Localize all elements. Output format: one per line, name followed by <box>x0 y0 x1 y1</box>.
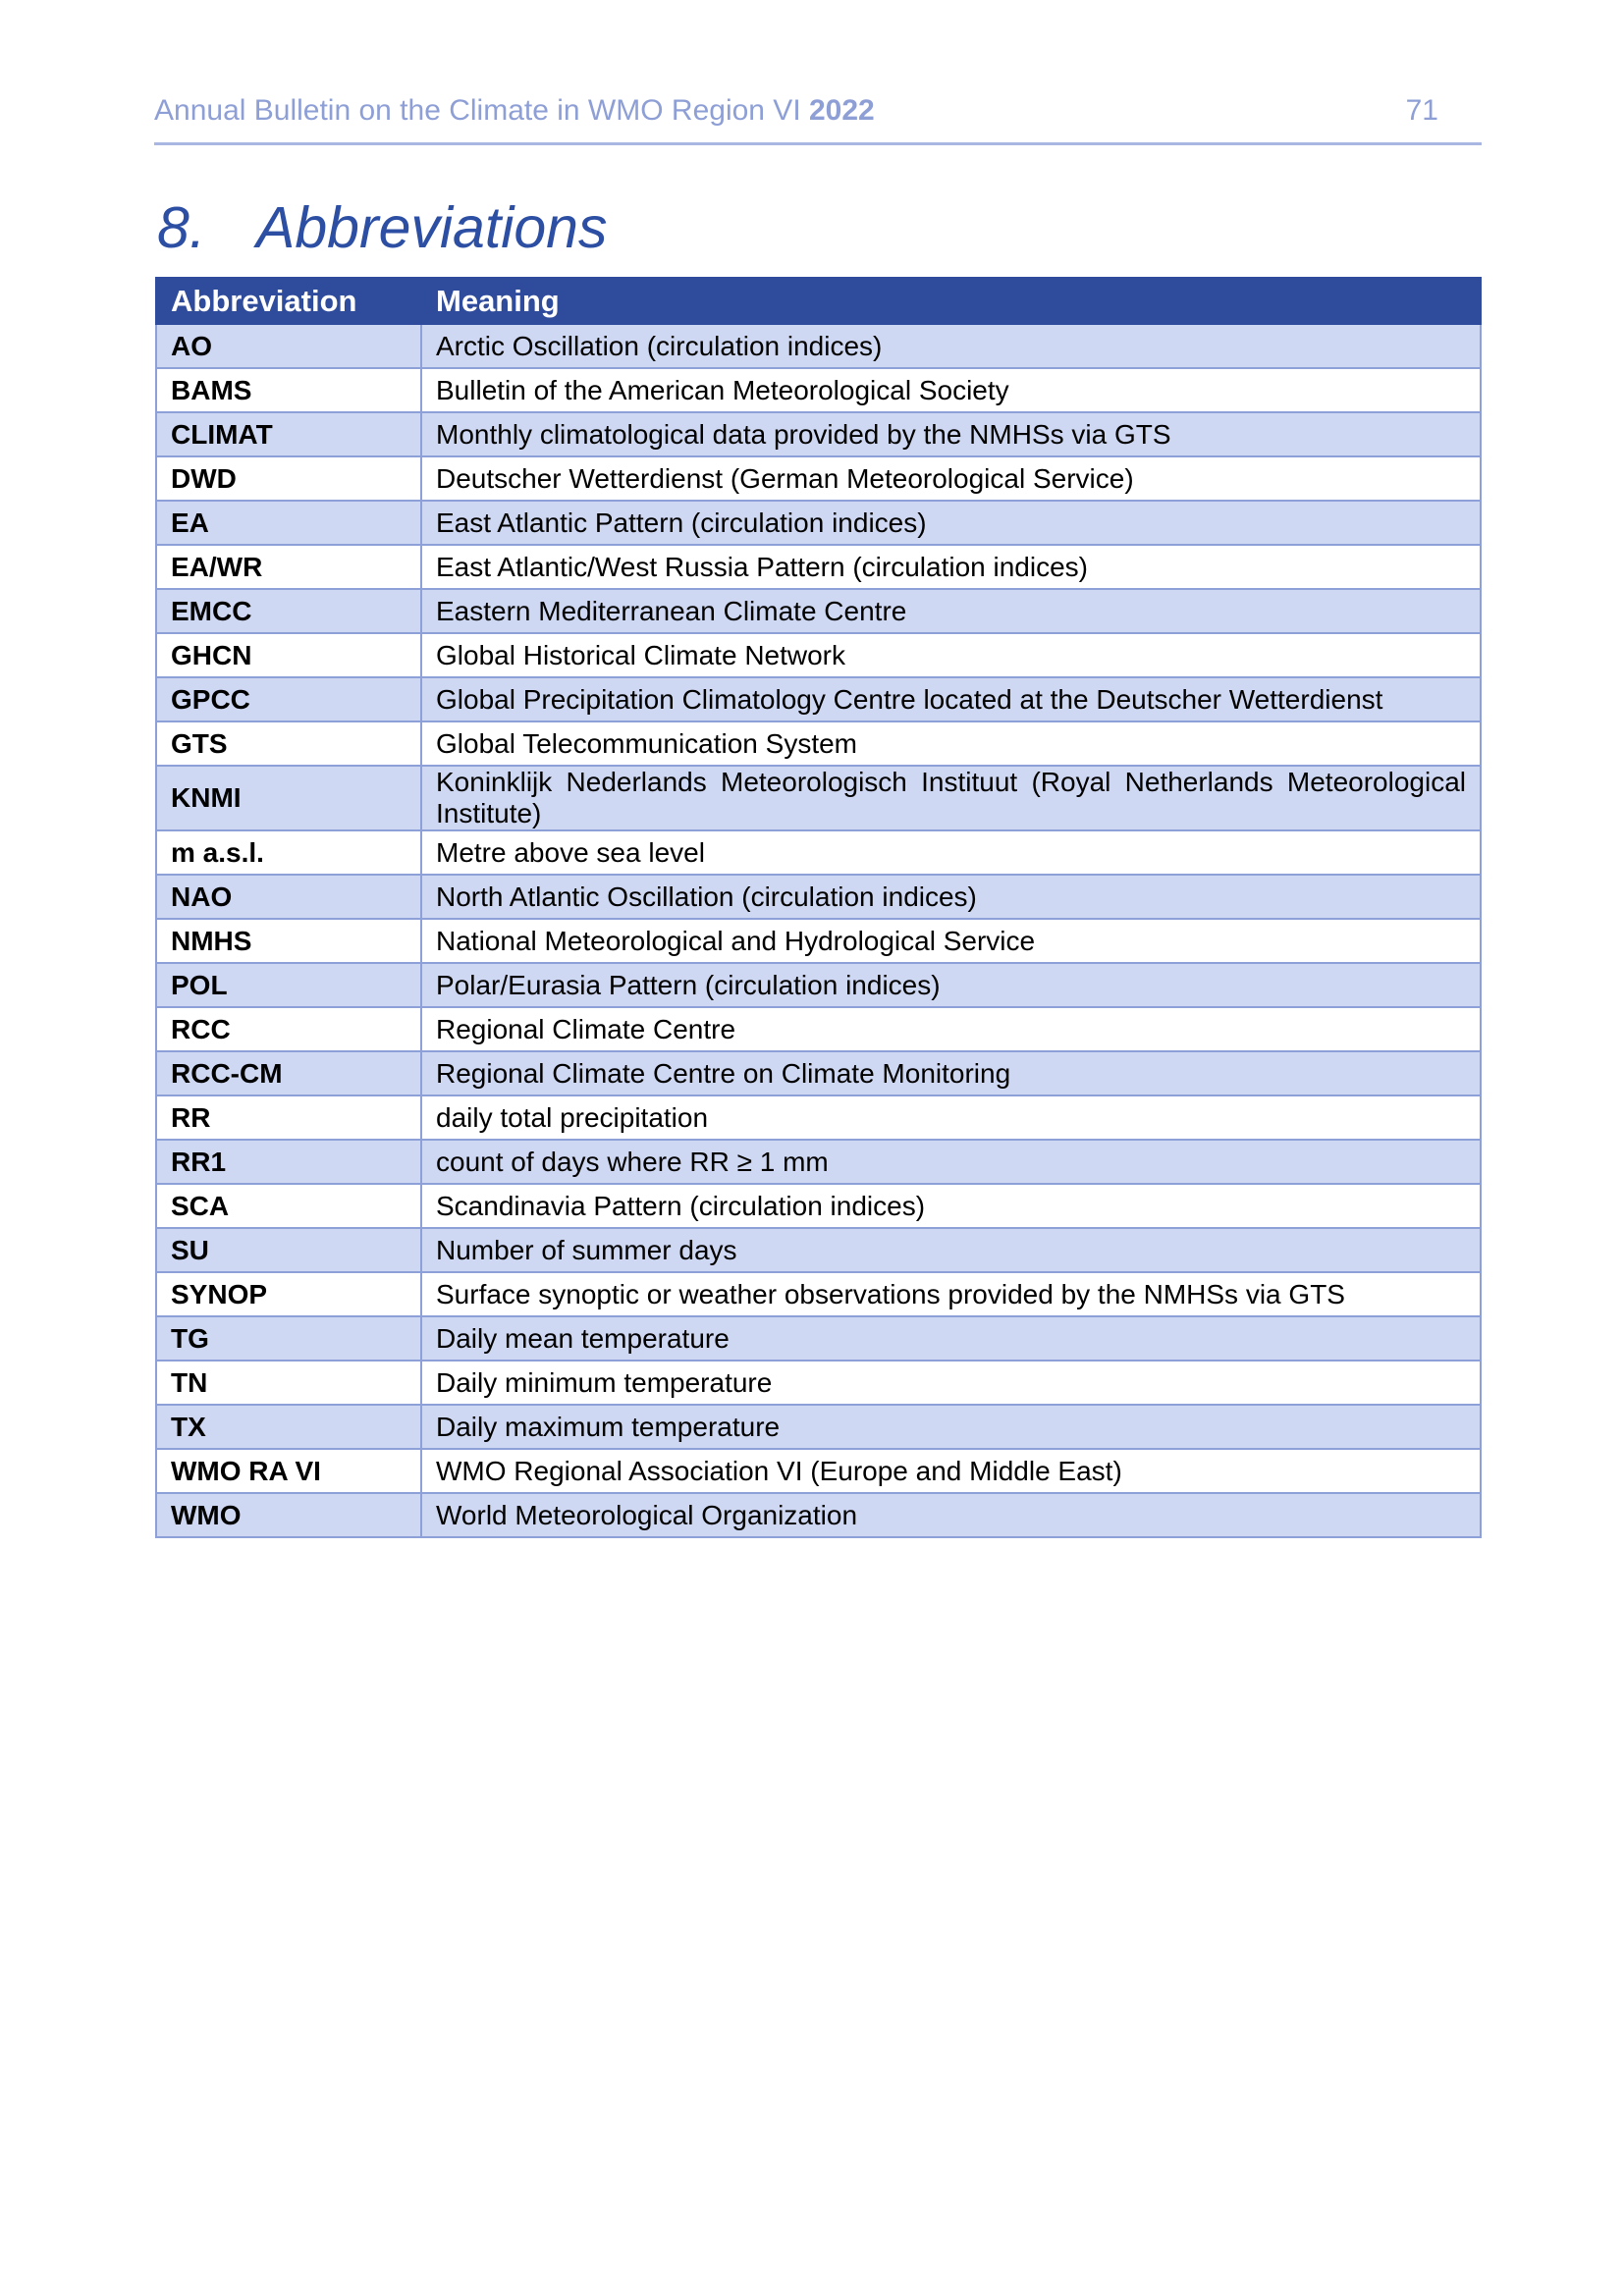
table-row <box>156 919 1481 963</box>
abbreviation-cell: TX <box>156 1405 421 1449</box>
meaning-cell: Surface synoptic or weather observations provided by the NMHSs via GTS <box>421 1272 1481 1316</box>
meaning-cell: East Atlantic Pattern (circulation indices) <box>421 501 1481 545</box>
abbreviation-cell: CLIMAT <box>156 412 421 456</box>
abbreviation-cell: BAMS <box>156 368 421 412</box>
meaning-cell: World Meteorological Organization <box>421 1493 1481 1537</box>
meaning-cell: Deutscher Wetterdienst (German Meteorological Service) <box>421 456 1481 501</box>
table-body <box>156 324 1481 1537</box>
meaning-cell: Regional Climate Centre on Climate Monitoring <box>421 1051 1481 1095</box>
table-row <box>156 1228 1481 1272</box>
abbreviation-cell: GHCN <box>156 633 421 677</box>
meaning-cell: National Meteorological and Hydrological Service <box>421 919 1481 963</box>
table-row <box>156 633 1481 677</box>
header-title <box>154 94 875 128</box>
table-row <box>156 1405 1481 1449</box>
abbreviation-cell: WMO RA VI <box>156 1449 421 1493</box>
table-row <box>156 501 1481 545</box>
abbreviation-cell: TN <box>156 1361 421 1405</box>
meaning-cell: Daily mean temperature <box>421 1316 1481 1361</box>
table-row <box>156 1007 1481 1051</box>
table-row <box>156 875 1481 919</box>
abbreviation-cell: SCA <box>156 1184 421 1228</box>
abbreviation-cell: EMCC <box>156 589 421 633</box>
meaning-cell: East Atlantic/West Russia Pattern (circulation indices) <box>421 545 1481 589</box>
meaning-cell: WMO Regional Association VI (Europe and Middle East) <box>421 1449 1481 1493</box>
meaning-cell: daily total precipitation <box>421 1095 1481 1140</box>
table-row <box>156 456 1481 501</box>
table-row <box>156 677 1481 721</box>
meaning-cell: count of days where RR ≥ 1 mm <box>421 1140 1481 1184</box>
abbreviation-cell: SU <box>156 1228 421 1272</box>
abbreviation-cell: KNMI <box>156 766 421 830</box>
abbreviation-cell: GPCC <box>156 677 421 721</box>
meaning-cell: North Atlantic Oscillation (circulation indices) <box>421 875 1481 919</box>
table-row <box>156 721 1481 766</box>
abbreviation-cell: NAO <box>156 875 421 919</box>
table-row <box>156 766 1481 830</box>
meaning-cell: Global Historical Climate Network <box>421 633 1481 677</box>
abbreviation-cell: m a.s.l. <box>156 830 421 875</box>
abbreviation-cell: EA <box>156 501 421 545</box>
table-row <box>156 368 1481 412</box>
table-row <box>156 1051 1481 1095</box>
header-year: 2022 <box>809 94 875 127</box>
table-row <box>156 830 1481 875</box>
section-title: Abbreviations <box>256 195 608 260</box>
table-row <box>156 1272 1481 1316</box>
abbreviation-cell: TG <box>156 1316 421 1361</box>
abbreviation-cell: RCC <box>156 1007 421 1051</box>
abbreviation-cell: GTS <box>156 721 421 766</box>
meaning-cell: Number of summer days <box>421 1228 1481 1272</box>
abbreviation-cell: EA/WR <box>156 545 421 589</box>
abbreviations-table <box>155 277 1482 1538</box>
abbreviation-cell: DWD <box>156 456 421 501</box>
table-row <box>156 589 1481 633</box>
abbreviation-cell: SYNOP <box>156 1272 421 1316</box>
meaning-cell: Eastern Mediterranean Climate Centre <box>421 589 1481 633</box>
meaning-cell: Bulletin of the American Meteorological Society <box>421 368 1481 412</box>
abbreviation-cell: RR <box>156 1095 421 1140</box>
table-row <box>156 1361 1481 1405</box>
meaning-cell: Regional Climate Centre <box>421 1007 1481 1051</box>
header-title-text: Annual Bulletin on the Climate in WMO Region VI <box>154 94 801 127</box>
meaning-cell: Monthly climatological data provided by the NMHSs via GTS <box>421 412 1481 456</box>
column-header-meaning: Meaning <box>421 278 1481 324</box>
abbreviation-cell: WMO <box>156 1493 421 1537</box>
meaning-cell: Koninklijk Nederlands Meteorologisch Instituut (Royal Netherlands Meteorological Institute) <box>421 766 1481 830</box>
table-row <box>156 324 1481 368</box>
meaning-cell: Daily maximum temperature <box>421 1405 1481 1449</box>
table-header-row <box>156 278 1481 324</box>
meaning-cell: Scandinavia Pattern (circulation indices) <box>421 1184 1481 1228</box>
table-row <box>156 412 1481 456</box>
table-row <box>156 1449 1481 1493</box>
running-header <box>154 94 1482 145</box>
abbreviation-cell: RCC-CM <box>156 1051 421 1095</box>
table-row <box>156 1184 1481 1228</box>
abbreviation-cell: RR1 <box>156 1140 421 1184</box>
meaning-cell: Arctic Oscillation (circulation indices) <box>421 324 1481 368</box>
abbreviation-cell: NMHS <box>156 919 421 963</box>
meaning-cell: Global Telecommunication System <box>421 721 1481 766</box>
meaning-cell: Polar/Eurasia Pattern (circulation indices) <box>421 963 1481 1007</box>
page-number: 71 <box>1405 94 1438 127</box>
meaning-cell: Global Precipitation Climatology Centre located at the Deutscher Wetterdienst <box>421 677 1481 721</box>
meaning-cell: Metre above sea level <box>421 830 1481 875</box>
table-row <box>156 1095 1481 1140</box>
table-row <box>156 1493 1481 1537</box>
table-row <box>156 963 1481 1007</box>
table-row <box>156 545 1481 589</box>
section-number: 8. <box>157 195 206 260</box>
meaning-cell: Daily minimum temperature <box>421 1361 1481 1405</box>
table-row <box>156 1316 1481 1361</box>
column-header-abbreviation: Abbreviation <box>156 278 421 324</box>
abbreviation-cell: AO <box>156 324 421 368</box>
abbreviation-cell: POL <box>156 963 421 1007</box>
table-row <box>156 1140 1481 1184</box>
section-heading <box>157 192 608 263</box>
